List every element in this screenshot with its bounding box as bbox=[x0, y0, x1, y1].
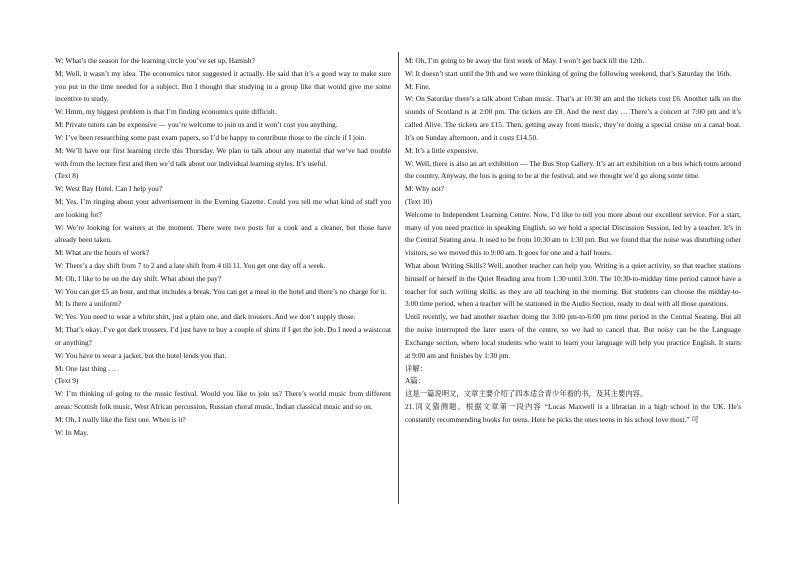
column-divider bbox=[398, 52, 399, 504]
paragraph: W: I’ve been researching some past exam papers, so I’d be happy to contribute those to the circle if I join. bbox=[55, 132, 367, 142]
paragraph: M: One last thing … bbox=[55, 363, 116, 373]
paragraph: W: It doesn’t start until the 9th and we were thinking of going the following weekend, that’s Saturday the 16th. bbox=[405, 68, 732, 78]
section-heading: (Text 8) bbox=[55, 171, 79, 181]
paragraph: M: Why not? bbox=[405, 184, 445, 194]
paragraph: M: It’s a little expensive. bbox=[405, 145, 479, 155]
paragraph: M: Fine. bbox=[405, 81, 431, 91]
left-column bbox=[55, 55, 391, 439]
paragraph: What about Writing Skills? Well, another teacher can help you. Writing is a quiet activity, so that teacher stations himself or herself in the Quiet Reading area from 1:30 until 3:00. The 10:30-to-midday time period cannot have a teacher for such writing skills, as they are all teaching in the morning. But students can choose the midday-to-3:00 time period, when a teacher will be stationed in the Audio Section, ready to deal with all those questions. bbox=[405, 261, 741, 309]
paragraph: Welcome to Independent Learning Centre. Now, I’d like to tell you more about our excellent service. For a start, many of you need practice in speaking English, so we hold a special Discussion Session, led by a teacher. It’s in the Central Seating area. It used to be from 10:30 am to 1:30 pm. But we found that the noise was disturbing other visitors, so we moved this to 9:00 am. It goes for one and a half hours. bbox=[405, 209, 741, 258]
paragraph: M: That’s okay. I’ve got dark trousers. I’d just have to buy a couple of shirts if I get the job. Do I need a waistcoat or anything? bbox=[55, 325, 391, 347]
paragraph: M: What are the hours of work? bbox=[55, 248, 150, 258]
paragraph: Until recently, we had another teacher doing the 3:00 pm-to-6:00 pm time period in the Central Seating. But all the noise interrupted the later users of the centre, so we had to cancel that. But noisy can be the Language Exchange section, where local students who want to learn your language will help you practice English. It starts at 9:00 am and finishes by 1:30 pm. bbox=[405, 312, 741, 360]
passage-label: A篇： bbox=[405, 376, 425, 386]
section-heading: (Text 9) bbox=[55, 376, 79, 386]
paragraph: W: Hmm, my biggest problem is that I’m finding economics quite difficult. bbox=[55, 107, 277, 117]
right-column bbox=[405, 55, 741, 427]
paragraph: W: You can get £5 an hour, and that includes a break. You can get a meal in the hotel and there’s no charge for it. bbox=[55, 286, 387, 296]
paragraph: M: Oh, I’m going to be away the first week of May. I won’t get back till the 12th. bbox=[405, 56, 645, 65]
section-heading: (Text 10) bbox=[405, 196, 433, 206]
paragraph: W: On Saturday there’s a talk about Cuban music. That’s at 10:30 am and the tickets cost £6. Another talk on the sounds of Scotland is at 2:00 pm. The tickets are £8. And the next day … There’s a concert at 7:00 pm and it’s called Alive. The tickets are £15. Then, getting away from music, they’re doing a special cruise on a canal boat. It’s on Sunday afternoon, and it costs £14.50. bbox=[405, 94, 741, 142]
paragraph: W: Yes. You need to wear a white shirt, just a plain one, and dark trousers. And we don’t supply those. bbox=[55, 312, 356, 322]
paragraph: M: Is there a uniform? bbox=[55, 299, 122, 309]
explanation-text: 21.词义猜测题。根据文章第一段内容 “Lucas Maxwell is a librarian in a high school in the UK. He's constantly recommending books for teens. Here he picks the ones teens in his school love most.” 可 bbox=[405, 401, 741, 424]
paragraph: M: Yes, I’m ringing about your advertisement in the Evening Gazette. Could you tell me what kind of staff you are looking for? bbox=[55, 196, 391, 219]
paragraph: M: Oh, I really like the first one. When is it? bbox=[55, 414, 186, 424]
paragraph: M: We’ll have our first learning circle this Thursday. We plan to talk about any material that we’ve had trouble with from the lecture first and then we’d talk about our individual learning styles. It’s useful. bbox=[55, 145, 391, 168]
paragraph: W: Well, there is also an art exhibition — The Bus Stop Gallery. It’s an art exhibition on a bus which tours around the country. Anyway, the bus is going to be at the festival, and we thought we’d go along some time. bbox=[405, 158, 741, 181]
paragraph: M: Oh, I like to be on the day shift. What about the pay? bbox=[55, 273, 222, 283]
paragraph: M: Well, it wasn’t my idea. The economics tutor suggested it actually. He said that it’s a good way to make sure you put in the time needed for a subject. But I thought that studying in a group like that would give me some incentive to study. bbox=[55, 68, 391, 104]
explanation-text: 这是一篇说明文，文章主要介绍了四本适合青少年看的书，及其主要内容。 bbox=[405, 389, 648, 399]
paragraph: W: West Bay Hotel. Can I help you? bbox=[55, 184, 163, 194]
paragraph: M: Private tutors can be expensive — you’re welcome to join us and it won’t cost you anything. bbox=[55, 120, 338, 130]
paragraph: W: We’re looking for waiters at the moment. There were two posts for a cook and a cleaner, but those have already been taken. bbox=[55, 222, 391, 245]
paragraph: W: There’s a day shift from 7 to 2 and a late shift from 4 till 11. You get one day off a week. bbox=[55, 261, 326, 270]
paragraph: W: You have to wear a jacket, but the hotel lends you that. bbox=[55, 350, 227, 360]
paragraph: W: I’m thinking of going to the music festival. Would you like to join us? There’s world music from different areas: Scottish folk music, West African percussion, Russian choral music, Indian classical music and so on. bbox=[55, 389, 391, 411]
explanation-heading: 详解： bbox=[405, 363, 428, 373]
paragraph: W: In May. bbox=[55, 427, 89, 437]
paragraph: W: What’s the season for the learning circle you’ve set up, Hamish? bbox=[55, 56, 255, 65]
